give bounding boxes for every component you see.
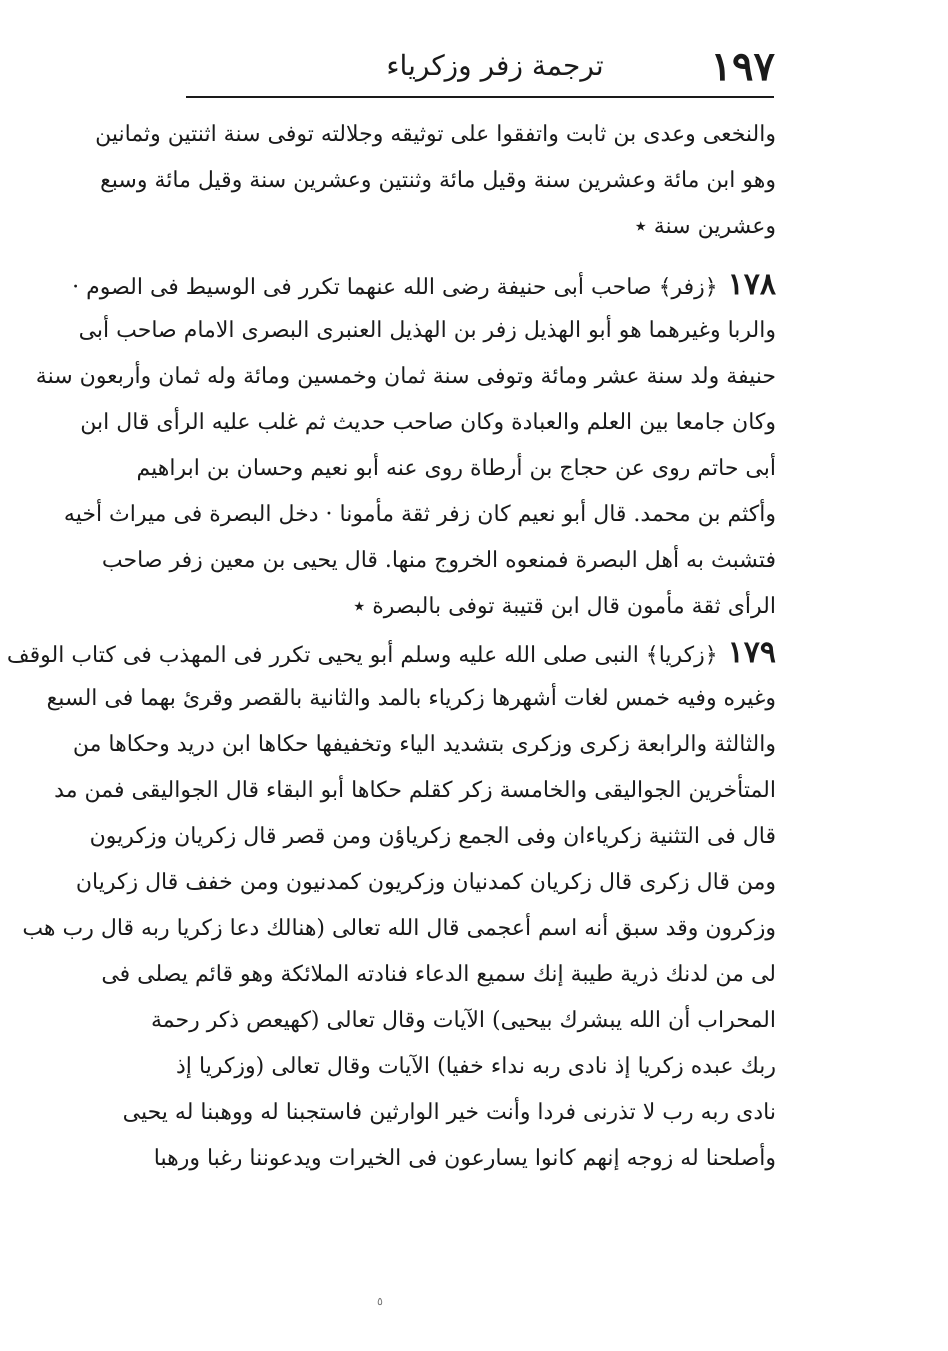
entry-heading-text: ﴿زكريا﴾ النبى صلى الله عليه وسلم أبو يحيى تكرر فى المهذب فى كتاب الوقف <box>6 643 718 668</box>
text-line: والثالثة والرابعة زكرى وزكرى بتشديد الياء وتخفيفها حكاها ابن دريد وحكاها من <box>72 732 776 757</box>
text-line: فتشبث به أهل البصرة فمنعوه الخروج منها. قال يحيى بن معين زفر صاحب <box>101 548 776 573</box>
header-rule <box>186 96 774 98</box>
text-line: الرأى ثقة مأمون قال ابن قتيبة توفى بالبصرة ٭ <box>353 594 776 619</box>
text-line: وغيره وفيه خمس لغات أشهرها زكرياء بالمد والثانية بالقصر وقرئ بهما فى السبع <box>46 686 776 711</box>
text-line: والربا وغيرهما هو أبو الهذيل زفر بن الهذيل العنبرى البصرى الامام صاحب أبى <box>78 318 776 343</box>
text-line: وزكرون وقد سبق أنه اسم أعجمى قال الله تعالى (هنالك دعا زكريا ربه قال رب هب <box>22 916 776 941</box>
continuation-paragraph <box>95 112 776 250</box>
entry-number: ١٧٩ <box>727 635 776 670</box>
entry-number: ١٧٨ <box>727 267 776 302</box>
entry-179 <box>6 630 776 1182</box>
text-line: والنخعى وعدى بن ثابت واتفقوا على توثيقه وجلالته توفى سنة اثنتين وثمانين <box>95 122 776 147</box>
text-line: نادى ربه رب لا تذرنى فردا وأنت خير الوارثين فاستجبنا له ووهبنا له يحيى <box>122 1100 776 1125</box>
text-line: وعشرين سنة ٭ <box>634 214 776 239</box>
text-line: وهو ابن مائة وعشرين سنة وقيل مائة وثنتين وعشرين سنة وقيل مائة وسبع <box>100 168 776 193</box>
entry-178 <box>35 262 776 630</box>
page-header <box>185 42 775 92</box>
text-line: لى من لدنك ذرية طيبة إنك سميع الدعاء فنادته الملائكة وهو قائم يصلى فى <box>101 962 776 987</box>
running-title: ترجمة زفر وزكرياء <box>386 49 604 82</box>
text-line: ربك عبده زكريا إذ نادى ربه نداء خفيا) الآيات وقال تعالى (وزكريا إذ <box>176 1054 776 1079</box>
page-number: ١٩٧ <box>710 43 775 90</box>
text-line: ومن قال زكرى قال زكريان كمدنيان وزكريون كمدنيون ومن خفف قال زكريان <box>75 870 776 895</box>
text-line: حنيفة ولد سنة عشر ومائة وتوفى سنة ثمان وخمسين ومائة وله ثمان وأربعون سنة <box>35 364 776 389</box>
text-line: وأكثم بن محمد. قال أبو نعيم كان زفر ثقة مأمونا · دخل البصرة فى ميراث أخيه <box>63 502 776 527</box>
text-line: المحراب أن الله يبشرك بيحيى) الآيات وقال تعالى (كهيعص ذكر رحمة <box>150 1008 776 1033</box>
text-line: قال فى التثنية زكرياءان وفى الجمع زكرياؤن ومن قصر قال زكريان وزكريون <box>89 824 776 849</box>
text-line: أبى حاتم روى عن حجاج بن أرطاة روى عنه أبو نعيم وحسان بن ابراهيم <box>136 456 776 481</box>
text-line <box>6 630 776 676</box>
page-body <box>6 112 776 1182</box>
text-line <box>72 262 776 308</box>
entry-heading-text: ﴿زفر﴾ صاحب أبى حنيفة رضى الله عنهما تكرر فى الوسيط فى الصوم · <box>72 275 718 300</box>
text-line: وكان جامعا بين العلم والعبادة وكان صاحب حديث ثم غلب عليه الرأى قال ابن <box>80 410 776 435</box>
folio-mark: ٥ <box>377 1295 383 1308</box>
text-line: المتأخرين الجواليقى والخامسة زكر كقلم حكاها أبو البقاء قال الجواليقى فمن مد <box>54 778 776 803</box>
text-line: وأصلحنا له زوجه إنهم كانوا يسارعون فى الخيرات ويدعوننا رغبا ورهبا <box>153 1146 776 1171</box>
